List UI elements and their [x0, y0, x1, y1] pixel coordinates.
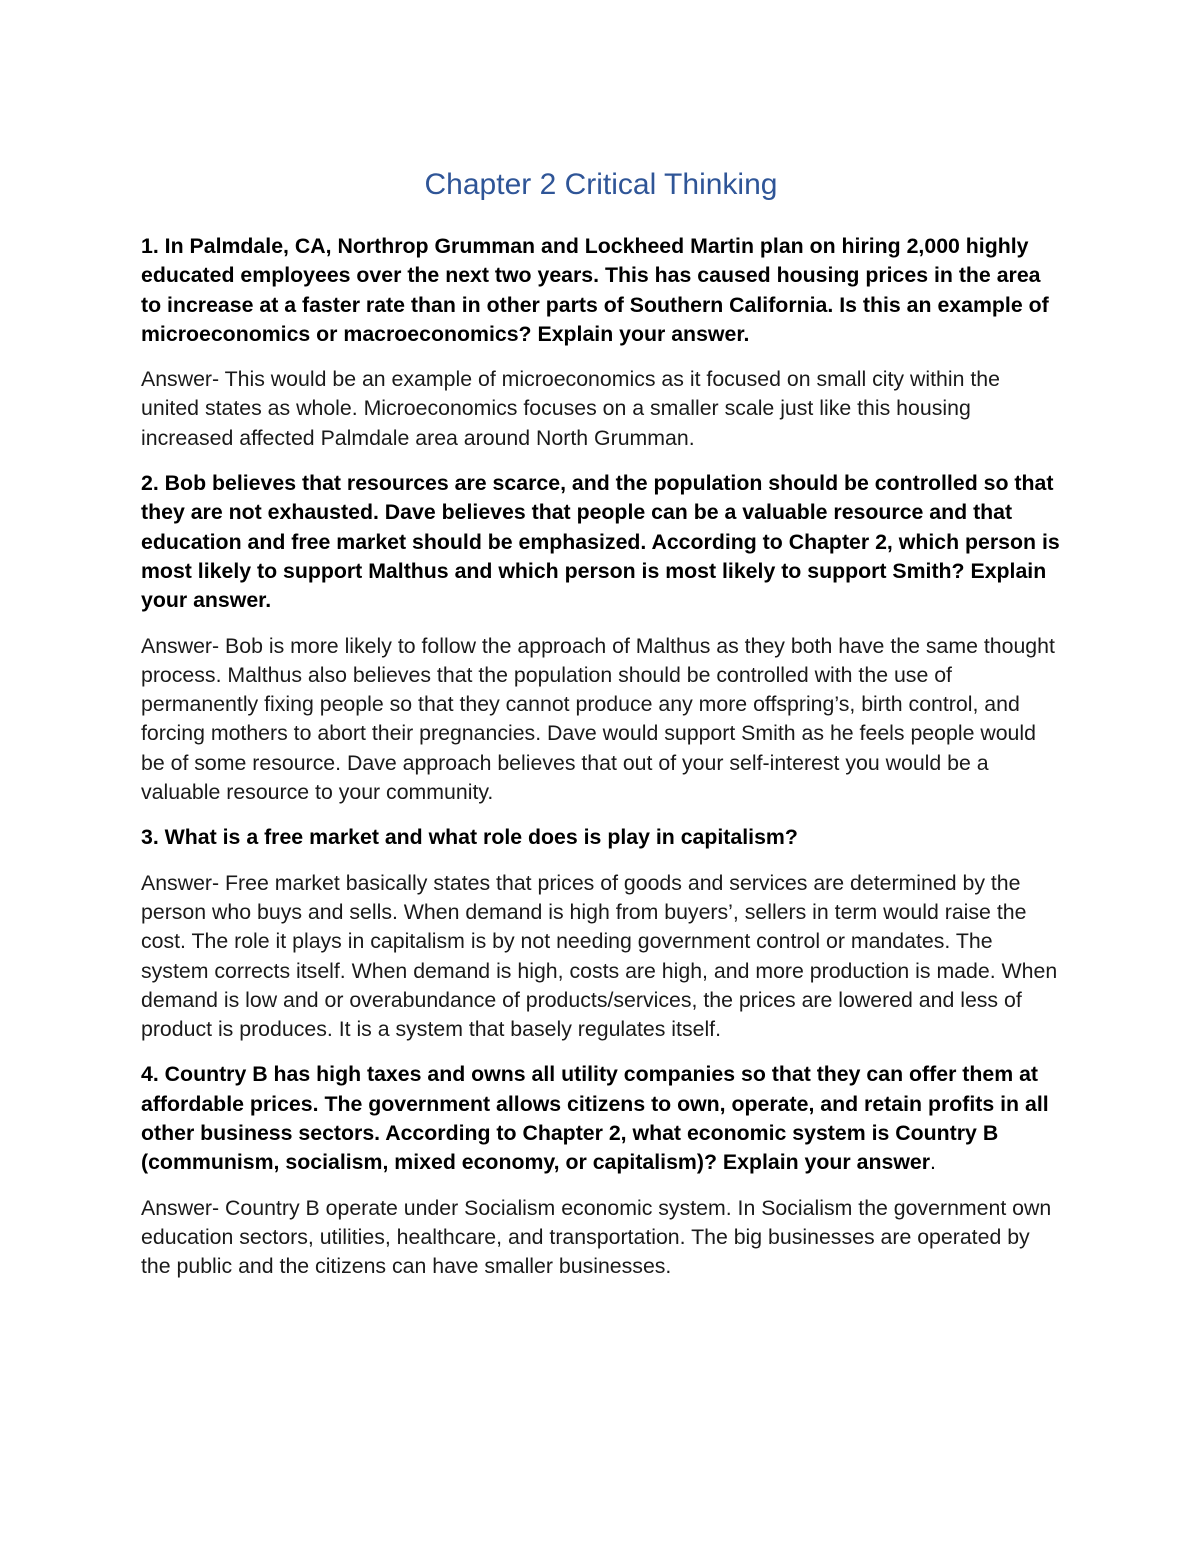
question-4-tail: . — [930, 1150, 936, 1175]
question-3-text: 3. What is a free market and what role does is play in capitalism? — [141, 825, 798, 850]
question-4-text: 4. Country B has high taxes and owns all utility companies so that they can offer them at affordable prices. The government allows citizens to own, operate, and retain profits in all other business sectors. According to Chapter 2, what economic system is Country B (communism, socialism, mixed economy, or capitalism)? Explain your answer — [141, 1062, 1049, 1175]
document-page — [141, 160, 1061, 1298]
question-2-text: 2. Bob believes that resources are scarce, and the population should be controlled so that they are not exhausted. Dave believes that people can be a valuable resource and that education and free market should be emphasized. According to Chapter 2, which person is most likely to support Malthus and which person is most likely to support Smith? Explain your answer. — [141, 471, 1060, 613]
answer-4: Answer- Country B operate under Socialism economic system. In Socialism the government own education sectors, utilities, healthcare, and transportation. The big businesses are operated by the public and the citizens can have smaller businesses. — [141, 1195, 1052, 1279]
page-title: Chapter 2 Critical Thinking — [424, 168, 778, 201]
answer-3: Answer- Free market basically states that prices of goods and services are determined by the person who buys and sells. When demand is high from buyers’, sellers in term would raise the cost. The role it plays in capitalism is by not needing government control or mandates. The system corrects itself. When demand is high, costs are high, and more production is made. When demand is low and or overabundance of products/services, the prices are lowered and less of product is produces. It is a system that basely regulates itself. — [141, 870, 1058, 1042]
question-1-text: 1. In Palmdale, CA, Northrop Grumman and Lockheed Martin plan on hiring 2,000 highly educated employees over the next two years. This has caused housing prices in the area to increase at a faster rate than in other parts of Southern California. Is this an example of microeconomics or macroeconomics? Explain your answer. — [141, 234, 1049, 346]
question-4 — [141, 1060, 1061, 1177]
question-3 — [141, 823, 1061, 852]
question-1 — [141, 232, 1061, 349]
answer-1: Answer- This would be an example of microeconomics as it focused on small city within the united states as whole. Microeconomics focuses on a smaller scale just like this housing increased affected Palmdale area around North Grumman. — [141, 367, 1000, 450]
answer-2: Answer- Bob is more likely to follow the approach of Malthus as they both have the same thought process. Malthus also believes that the population should be controlled with the use of permanently fixing people so that they cannot produce any more offspring’s, birth control, and forcing mothers to abort their pregnancies. Dave would support Smith as he feels people would be of some resource. Dave approach believes that out of your self-interest you would be a valuable resource to your community. — [141, 633, 1055, 805]
question-2 — [141, 469, 1061, 615]
